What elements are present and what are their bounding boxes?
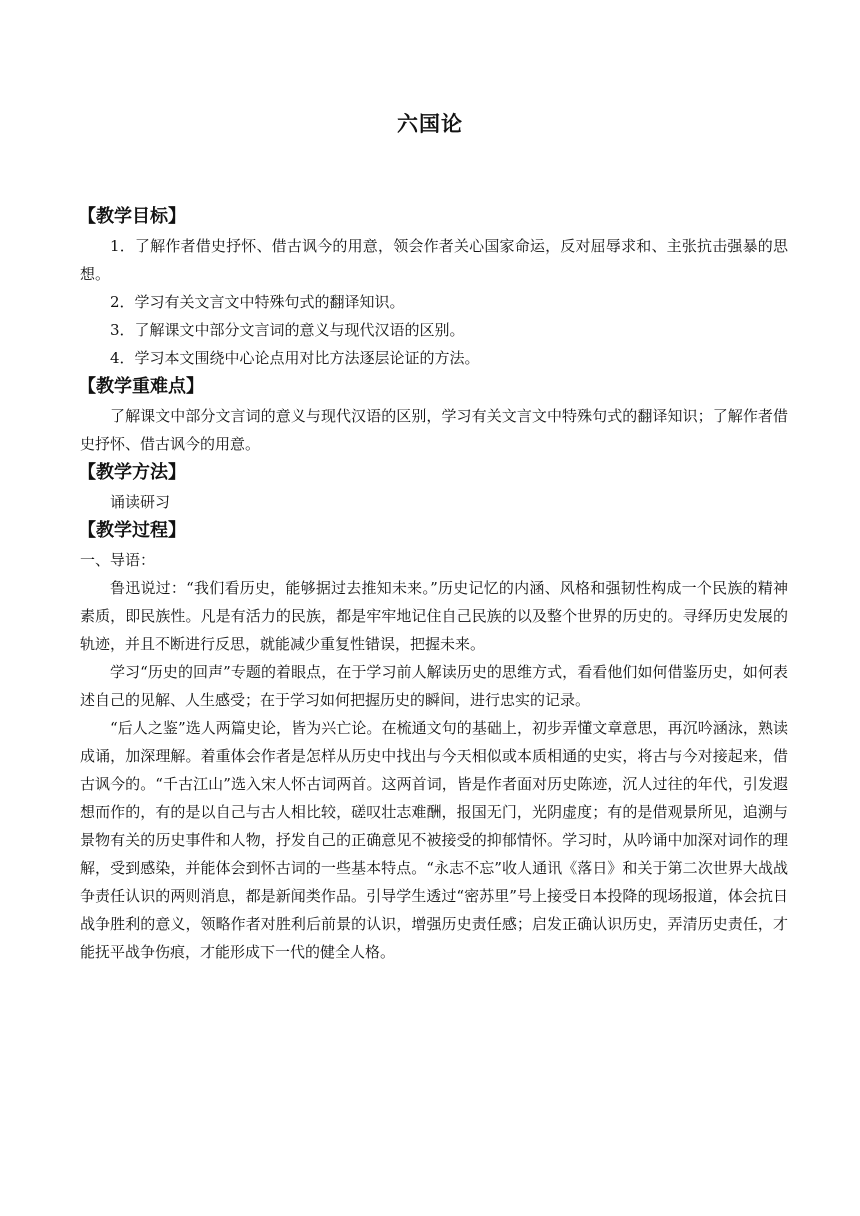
process-subheading: 一、导语：	[80, 551, 156, 569]
document-body	[80, 202, 788, 966]
heading-process: 【教学过程】	[78, 520, 186, 541]
heading-objectives: 【教学目标】	[78, 206, 186, 227]
key-points-text: 了解课文中部分文言词的意义与现代汉语的区别，学习有关文言文中特殊句式的翻译知识；了解作者借史抒怀、借古讽今的用意。	[80, 407, 788, 453]
process-paragraph: 学习“历史的回声”专题的着眼点，在于学习前人解读历史的思维方式，看看他们如何借鉴历史，如何表述自己的见解、人生感受；在于学习如何把握历史的瞬间，进行忠实的记录。	[80, 663, 788, 709]
objective-item: 3．了解课文中部分文言词的意义与现代汉语的区别。	[110, 321, 465, 339]
heading-key-points: 【教学重难点】	[78, 376, 204, 397]
objective-item: 1．了解作者借史抒怀、借古讽今的用意，领会作者关心国家命运，反对屈辱求和、主张抗击强暴的思想。	[80, 237, 788, 283]
process-paragraph: 鲁迅说过：“我们看历史，能够据过去推知未来。”历史记忆的内涵、风格和强韧性构成一个民族的精神素质，即民族性。凡是有活力的民族，都是牢牢地记住自己民族的以及整个世界的历史的。寻绎历史发展的轨迹，并且不断进行反思，就能减少重复性错误，把握未来。	[80, 579, 788, 653]
document-title: 六国论	[397, 112, 463, 136]
objective-item: 4．学习本文围绕中心论点用对比方法逐层论证的方法。	[110, 349, 480, 367]
objective-item: 2．学习有关文言文中特殊句式的翻译知识。	[110, 293, 405, 311]
process-paragraph: “后人之鉴”选人两篇史论，皆为兴亡论。在梳通文句的基础上，初步弄懂文章意思，再沉吟涵泳，熟读成诵，加深理解。着重体会作者是怎样从历史中找出与今天相似或本质相通的史实，将古与今对接起来，借古讽今的。“千古江山”选入宋人怀古词两首。这两首词，皆是作者面对历史陈迹，沉人过往的年代，引发遐想而作的，有的是以自己与古人相比较，磋叹壮志难酬，报国无门，光阴虚度；有的是借观景所见，追溯与景物有关的历史事件和人物，抒发自己的正确意见不被接受的抑郁情怀。学习时，从吟诵中加深对词作的理解，受到感染，并能体会到怀古词的一些基本特点。“永志不忘”收人通讯《落日》和关于第二次世界大战战争责任认识的两则消息，都是新闻类作品。引导学生透过“密苏里”号上接受日本投降的现场报道，体会抗日战争胜利的意义，领略作者对胜利后前景的认识，增强历史责任感；启发正确认识历史，弄清历史责任，才能抚平战争伤痕，才能形成下一代的健全人格。	[80, 719, 788, 961]
methods-text: 诵读研习	[110, 493, 171, 511]
heading-methods: 【教学方法】	[78, 462, 186, 483]
